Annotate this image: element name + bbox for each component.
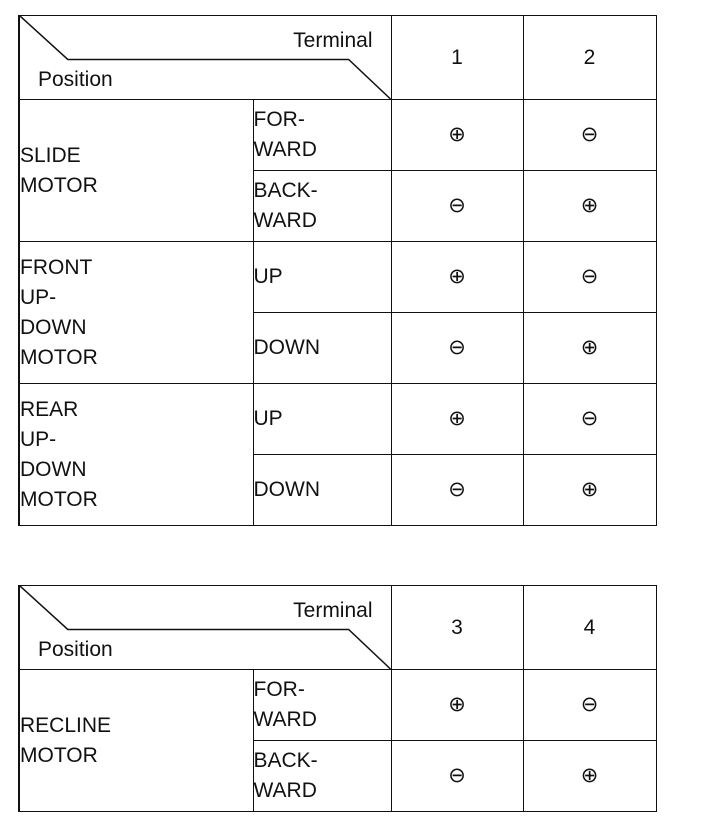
polarity-symbol: ⊕: [523, 455, 656, 526]
polarity-symbol: ⊕: [391, 670, 523, 741]
polarity-symbol: ⊖: [391, 741, 523, 812]
polarity-symbol: ⊖: [391, 171, 523, 242]
terminal-number: 3: [391, 586, 523, 670]
polarity-symbol: ⊕: [523, 313, 656, 384]
polarity-symbol: ⊕: [523, 741, 656, 812]
motor-label-recline: RECLINE MOTOR: [19, 670, 253, 812]
direction-label: BACK- WARD: [253, 741, 391, 812]
terminal-label: Terminal: [293, 599, 373, 622]
direction-label: BACK- WARD: [253, 171, 391, 242]
terminal-label: Terminal: [293, 29, 373, 52]
header-diagonal-cell: [19, 586, 391, 670]
polarity-symbol: ⊖: [523, 100, 656, 171]
direction-label: FOR- WARD: [253, 100, 391, 171]
polarity-symbol: ⊖: [391, 313, 523, 384]
polarity-symbol: ⊕: [523, 171, 656, 242]
polarity-symbol: ⊖: [523, 242, 656, 313]
polarity-symbol: ⊕: [391, 242, 523, 313]
motor-label-slide: SLIDE MOTOR: [19, 100, 253, 242]
polarity-symbol: ⊕: [391, 384, 523, 455]
direction-label: DOWN: [253, 455, 391, 526]
terminal-number: 4: [523, 586, 656, 670]
motor-label-rear-up-down: REAR UP- DOWN MOTOR: [19, 384, 253, 526]
terminal-number: 1: [391, 16, 523, 100]
direction-label: UP: [253, 242, 391, 313]
terminal-number: 2: [523, 16, 656, 100]
polarity-symbol: ⊕: [391, 100, 523, 171]
terminal-table-seat-motors: [18, 15, 657, 526]
direction-label: UP: [253, 384, 391, 455]
motor-label-front-up-down: FRONT UP- DOWN MOTOR: [19, 242, 253, 384]
polarity-symbol: ⊖: [523, 384, 656, 455]
terminal-table-recline-motor: [18, 585, 657, 812]
position-label: Position: [38, 68, 113, 91]
polarity-symbol: ⊖: [391, 455, 523, 526]
direction-label: FOR- WARD: [253, 670, 391, 741]
header-diagonal-cell: [19, 16, 391, 100]
position-label: Position: [38, 638, 113, 661]
direction-label: DOWN: [253, 313, 391, 384]
polarity-symbol: ⊖: [523, 670, 656, 741]
